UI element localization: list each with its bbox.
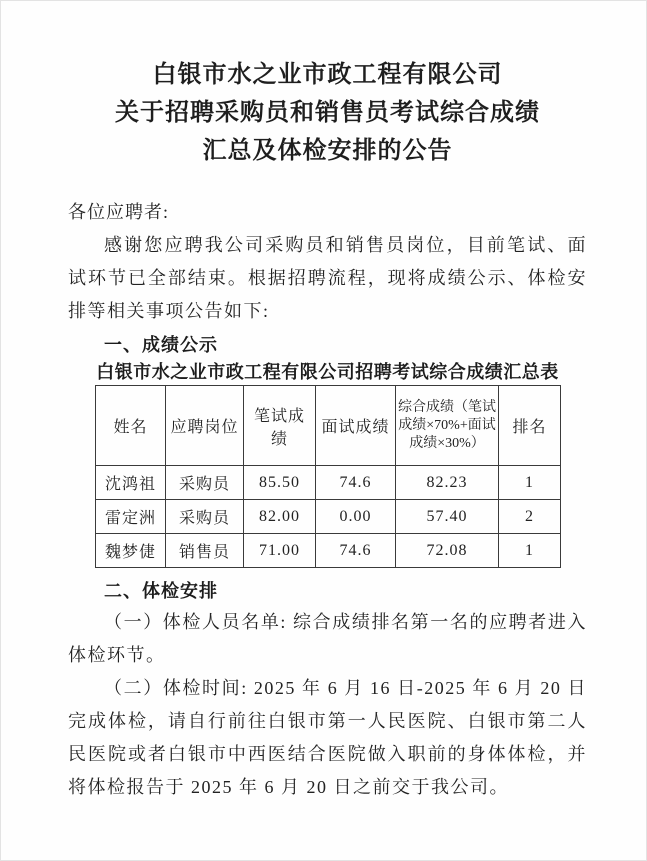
- score-table: [95, 385, 561, 568]
- document-title-line-3: 汇总及体检安排的公告: [202, 138, 453, 164]
- section2-heading: 二、体检安排: [104, 581, 218, 601]
- section1-heading: 一、成绩公示: [104, 335, 218, 355]
- score-table-title: 白银市水之业市政工程有限公司招聘考试综合成绩汇总表: [96, 362, 559, 382]
- cell-composite-score: 57.40: [396, 500, 499, 534]
- header-name: 姓名: [96, 386, 166, 466]
- cell-interview-score: 74.6: [316, 466, 396, 500]
- header-position: 应聘岗位: [166, 386, 244, 466]
- salutation: 各位应聘者:: [68, 202, 170, 222]
- cell-written-score: 85.50: [244, 466, 316, 500]
- document-title-line-2: 关于招聘采购员和销售员考试综合成绩: [115, 100, 540, 126]
- cell-interview-score: 0.00: [316, 500, 396, 534]
- cell-rank: 1: [499, 534, 561, 568]
- cell-interview-score: 74.6: [316, 534, 396, 568]
- document-title: [68, 56, 587, 170]
- cell-position: 采购员: [166, 500, 244, 534]
- header-interview-score: 面试成绩: [316, 386, 396, 466]
- intro-paragraph: 感谢您应聘我公司采购员和销售员岗位，目前笔试、面试环节已全部结束。根据招聘流程，现将成绩公示、体检安排等相关事项公告如下:: [68, 235, 587, 321]
- cell-position: 销售员: [166, 534, 244, 568]
- header-composite-score: 综合成绩（笔试成绩×70%+面试成绩×30%）: [396, 386, 499, 466]
- table-row: [96, 500, 561, 534]
- header-rank: 排名: [499, 386, 561, 466]
- cell-composite-score: 72.08: [396, 534, 499, 568]
- medical-check-list-paragraph: （一）体检人员名单: 综合成绩排名第一名的应聘者进入体检环节。: [68, 612, 587, 665]
- cell-written-score: 82.00: [244, 500, 316, 534]
- table-row: [96, 466, 561, 500]
- cell-name: 雷定洲: [96, 500, 166, 534]
- document-title-line-1: 白银市水之业市政工程有限公司: [152, 62, 503, 88]
- medical-check-time-paragraph: （二）体检时间: 2025 年 6 月 16 日-2025 年 6 月 20 日完成体检，请自行前往白银市第一人民医院、白银市第二人民医院或者白银市中西医结合医院做入职前的身体体检，并将体检报告于 2025 年 6 月 20 日之前交于我公司。: [68, 678, 587, 797]
- cell-name: 沈鸿祖: [96, 466, 166, 500]
- cell-rank: 2: [499, 500, 561, 534]
- cell-rank: 1: [499, 466, 561, 500]
- cell-composite-score: 82.23: [396, 466, 499, 500]
- header-written-score: 笔试成绩: [244, 386, 316, 466]
- score-table-header-row: [96, 386, 561, 466]
- table-row: [96, 534, 561, 568]
- cell-position: 采购员: [166, 466, 244, 500]
- cell-written-score: 71.00: [244, 534, 316, 568]
- cell-name: 魏梦倢: [96, 534, 166, 568]
